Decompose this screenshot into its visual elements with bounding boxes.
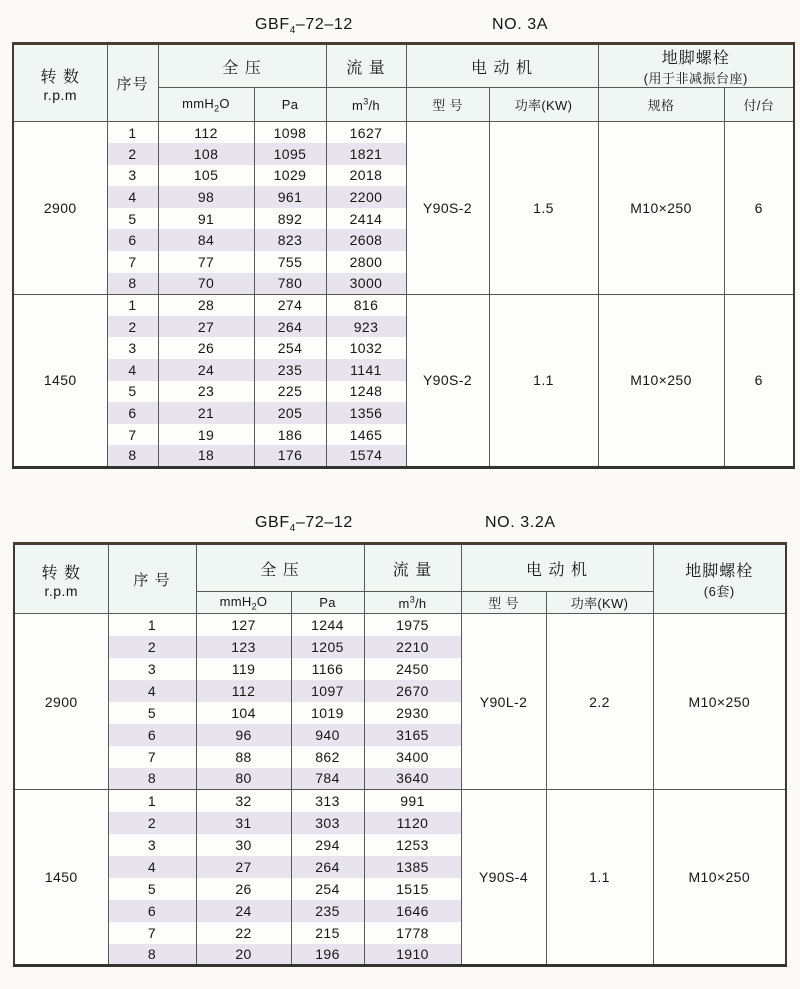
cell-pressure-mmh2o: 24 — [196, 900, 291, 922]
header-bolt-sets: 付/台 — [724, 88, 794, 122]
cell-pressure-mmh2o: 26 — [196, 878, 291, 900]
unit-sub: 2 — [214, 103, 220, 114]
cell-seq: 2 — [108, 812, 196, 834]
header-rpm-cn: 转 数 — [40, 68, 80, 86]
header-anchor-bolt-note: (用于非减振台座) — [643, 71, 748, 86]
header-rpm — [13, 44, 107, 122]
cell-seq: 8 — [107, 445, 158, 467]
unit-post: /h — [368, 97, 380, 113]
cell-seq: 4 — [108, 856, 196, 878]
cell-flow: 1120 — [364, 812, 461, 834]
header-unit-m3h — [326, 88, 406, 122]
cell-pressure-pa: 1205 — [291, 636, 364, 658]
cell-seq: 6 — [108, 900, 196, 922]
cell-flow: 1141 — [326, 359, 406, 381]
cell-flow: 1032 — [326, 337, 406, 359]
header-rpm-lines — [15, 560, 108, 599]
header-unit-mmh2o — [158, 88, 254, 122]
cell-seq: 2 — [107, 316, 158, 338]
cell-flow: 1910 — [364, 944, 461, 966]
cell-pressure-mmh2o: 119 — [196, 658, 291, 680]
cell-pressure-mmh2o: 96 — [196, 724, 291, 746]
header-unit-pa: Pa — [254, 88, 326, 122]
unit-mmh2o — [182, 95, 230, 114]
cell-bolt-sets: 6 — [724, 294, 794, 467]
cell-flow: 3400 — [364, 746, 461, 768]
cell-motor-power: 2.2 — [546, 614, 653, 790]
cell-seq: 5 — [107, 381, 158, 403]
cell-bolt-spec: M10×250 — [598, 122, 724, 295]
cell-seq: 8 — [108, 944, 196, 966]
header-anchor-bolt — [653, 544, 786, 614]
cell-pressure-pa: 254 — [291, 878, 364, 900]
header-rpm-cn: 转 数 — [41, 564, 81, 582]
header-row-groups — [14, 544, 786, 592]
header-rpm-en: r.p.m — [43, 86, 78, 103]
header-seq: 序 号 — [108, 544, 196, 614]
cell-motor-power: 1.1 — [546, 790, 653, 966]
cell-pressure-mmh2o: 27 — [158, 316, 254, 338]
cell-flow: 1253 — [364, 834, 461, 856]
cell-pressure-pa: 1244 — [291, 614, 364, 636]
cell-flow: 2930 — [364, 702, 461, 724]
cell-pressure-pa: 274 — [254, 294, 326, 316]
cell-pressure-mmh2o: 28 — [158, 294, 254, 316]
header-unit-mmh2o — [196, 592, 291, 614]
unit-sub: 2 — [251, 601, 257, 612]
cell-seq: 4 — [107, 186, 158, 208]
cell-pressure-pa: 205 — [254, 402, 326, 424]
header-anchor-bolt — [598, 44, 794, 88]
cell-pressure-mmh2o: 24 — [158, 359, 254, 381]
cell-pressure-mmh2o: 98 — [158, 186, 254, 208]
cell-seq: 6 — [107, 229, 158, 251]
cell-pressure-mmh2o: 91 — [158, 208, 254, 230]
cell-flow: 2608 — [326, 229, 406, 251]
unit-sup: 3 — [363, 96, 369, 107]
header-rpm-en: r.p.m — [44, 582, 79, 599]
model-suffix: –72–12 — [295, 16, 353, 33]
table-row — [13, 294, 794, 316]
header-motor-model: 型 号 — [461, 592, 546, 614]
cell-flow: 2450 — [364, 658, 461, 680]
cell-pressure-mmh2o: 70 — [158, 273, 254, 295]
cell-seq: 6 — [107, 402, 158, 424]
cell-seq: 7 — [107, 424, 158, 446]
cell-flow: 1515 — [364, 878, 461, 900]
model-prefix: GBF — [255, 16, 290, 33]
cell-pressure-mmh2o: 21 — [158, 402, 254, 424]
cell-flow: 1778 — [364, 922, 461, 944]
cell-pressure-pa: 254 — [254, 337, 326, 359]
unit-m3h — [399, 596, 427, 611]
header-unit-pa: Pa — [291, 592, 364, 614]
cell-flow: 2210 — [364, 636, 461, 658]
spec-table-no32a — [13, 542, 787, 967]
cell-rpm: 2900 — [13, 122, 107, 295]
unit-post: O — [219, 95, 230, 111]
cell-pressure-pa: 303 — [291, 812, 364, 834]
cell-seq: 4 — [108, 680, 196, 702]
table1-number: NO. 3A — [492, 16, 549, 33]
cell-pressure-mmh2o: 84 — [158, 229, 254, 251]
cell-pressure-mmh2o: 112 — [158, 122, 254, 144]
table1-model-code — [255, 16, 353, 36]
cell-pressure-pa: 313 — [291, 790, 364, 812]
cell-flow: 2670 — [364, 680, 461, 702]
cell-bolt-spec: M10×250 — [598, 294, 724, 467]
cell-seq: 5 — [108, 878, 196, 900]
cell-pressure-pa: 225 — [254, 381, 326, 403]
unit-pre: m — [398, 595, 410, 611]
header-rpm-lines — [14, 64, 107, 103]
cell-flow: 1975 — [364, 614, 461, 636]
cell-flow: 923 — [326, 316, 406, 338]
cell-pressure-mmh2o: 18 — [158, 445, 254, 467]
cell-flow: 1627 — [326, 122, 406, 144]
cell-seq: 5 — [108, 702, 196, 724]
unit-pre: m — [352, 97, 364, 113]
header-anchor-bolt-lines — [599, 45, 794, 87]
cell-motor-power: 1.1 — [489, 294, 598, 467]
cell-seq: 2 — [107, 143, 158, 165]
table-row — [13, 122, 794, 144]
cell-flow: 1248 — [326, 381, 406, 403]
cell-pressure-pa: 235 — [254, 359, 326, 381]
cell-pressure-mmh2o: 19 — [158, 424, 254, 446]
cell-motor-model: Y90S-4 — [461, 790, 546, 966]
unit-pre: mmH — [219, 593, 252, 609]
header-anchor-bolt-lines — [654, 558, 786, 600]
cell-seq: 3 — [107, 337, 158, 359]
cell-flow: 1821 — [326, 143, 406, 165]
cell-pressure-mmh2o: 77 — [158, 251, 254, 273]
cell-pressure-pa: 892 — [254, 208, 326, 230]
cell-pressure-mmh2o: 32 — [196, 790, 291, 812]
header-anchor-bolt-title: 地脚螺栓 — [661, 50, 730, 67]
cell-seq: 5 — [107, 208, 158, 230]
cell-rpm: 2900 — [14, 614, 108, 790]
cell-rpm: 1450 — [14, 790, 108, 966]
cell-seq: 7 — [108, 746, 196, 768]
cell-flow: 1356 — [326, 402, 406, 424]
header-row-groups — [13, 44, 794, 88]
cell-flow: 3165 — [364, 724, 461, 746]
cell-motor-model: Y90S-2 — [406, 294, 489, 467]
cell-motor-model: Y90L-2 — [461, 614, 546, 790]
header-anchor-bolt-title: 地脚螺栓 — [685, 563, 754, 580]
cell-pressure-mmh2o: 27 — [196, 856, 291, 878]
cell-seq: 3 — [108, 834, 196, 856]
header-seq: 序号 — [107, 44, 158, 122]
cell-seq: 7 — [107, 251, 158, 273]
cell-pressure-pa: 215 — [291, 922, 364, 944]
cell-seq: 8 — [107, 273, 158, 295]
cell-seq: 2 — [108, 636, 196, 658]
cell-motor-model: Y90S-2 — [406, 122, 489, 295]
cell-seq: 8 — [108, 768, 196, 790]
unit-post: O — [256, 593, 268, 609]
model-subscript: 4 — [289, 25, 296, 37]
cell-pressure-pa: 961 — [254, 186, 326, 208]
cell-pressure-mmh2o: 31 — [196, 812, 291, 834]
table-row — [14, 790, 786, 812]
cell-flow: 1646 — [364, 900, 461, 922]
spec-table-no3a — [12, 42, 795, 469]
cell-pressure-mmh2o: 123 — [196, 636, 291, 658]
header-anchor-bolt-note: (6套) — [703, 584, 735, 599]
header-motor-power: 功率(KW) — [546, 592, 653, 614]
header-flow: 流 量 — [364, 544, 461, 592]
cell-flow: 1465 — [326, 424, 406, 446]
cell-pressure-pa: 264 — [254, 316, 326, 338]
cell-flow: 2800 — [326, 251, 406, 273]
cell-pressure-mmh2o: 104 — [196, 702, 291, 724]
cell-bolt-spec: M10×250 — [653, 614, 786, 790]
cell-bolt-sets: 6 — [724, 122, 794, 295]
cell-seq: 7 — [108, 922, 196, 944]
unit-m3h — [352, 98, 380, 113]
header-motor-model: 型 号 — [406, 88, 489, 122]
cell-pressure-mmh2o: 23 — [158, 381, 254, 403]
cell-pressure-mmh2o: 22 — [196, 922, 291, 944]
header-bolt-spec: 规格 — [598, 88, 724, 122]
cell-seq: 1 — [107, 294, 158, 316]
cell-pressure-mmh2o: 30 — [196, 834, 291, 856]
cell-pressure-pa: 1166 — [291, 658, 364, 680]
cell-seq: 1 — [108, 790, 196, 812]
cell-flow: 1574 — [326, 445, 406, 467]
header-motor-power: 功率(KW) — [489, 88, 598, 122]
cell-pressure-pa: 755 — [254, 251, 326, 273]
cell-pressure-pa: 1019 — [291, 702, 364, 724]
cell-flow: 3640 — [364, 768, 461, 790]
cell-pressure-mmh2o: 26 — [158, 337, 254, 359]
cell-pressure-pa: 186 — [254, 424, 326, 446]
cell-flow: 2018 — [326, 165, 406, 187]
unit-mmh2o — [219, 593, 268, 612]
cell-pressure-pa: 235 — [291, 900, 364, 922]
table2-model-code — [255, 514, 353, 534]
cell-seq: 3 — [107, 165, 158, 187]
cell-pressure-pa: 294 — [291, 834, 364, 856]
unit-post: /h — [415, 595, 427, 611]
unit-pre: mmH — [182, 95, 215, 111]
cell-pressure-pa: 1095 — [254, 143, 326, 165]
header-total-pressure: 全 压 — [158, 44, 326, 88]
header-motor: 电 动 机 — [406, 44, 598, 88]
cell-pressure-pa: 264 — [291, 856, 364, 878]
cell-seq: 4 — [107, 359, 158, 381]
cell-pressure-pa: 1098 — [254, 122, 326, 144]
cell-pressure-pa: 940 — [291, 724, 364, 746]
cell-pressure-mmh2o: 80 — [196, 768, 291, 790]
cell-flow: 3000 — [326, 273, 406, 295]
header-total-pressure: 全 压 — [196, 544, 364, 592]
cell-pressure-pa: 196 — [291, 944, 364, 966]
cell-pressure-mmh2o: 108 — [158, 143, 254, 165]
cell-flow: 991 — [364, 790, 461, 812]
fan-spec-table — [13, 542, 787, 967]
fan-spec-table — [12, 42, 795, 469]
header-motor: 电 动 机 — [461, 544, 653, 592]
cell-pressure-mmh2o: 127 — [196, 614, 291, 636]
unit-sup: 3 — [409, 594, 415, 605]
cell-flow: 2414 — [326, 208, 406, 230]
cell-pressure-pa: 780 — [254, 273, 326, 295]
cell-pressure-pa: 1029 — [254, 165, 326, 187]
cell-pressure-pa: 1097 — [291, 680, 364, 702]
model-suffix: –72–12 — [295, 514, 353, 531]
cell-motor-power: 1.5 — [489, 122, 598, 295]
cell-pressure-pa: 823 — [254, 229, 326, 251]
model-subscript: 4 — [289, 523, 296, 535]
cell-seq: 1 — [107, 122, 158, 144]
cell-flow: 2200 — [326, 186, 406, 208]
table2-number: NO. 3.2A — [485, 514, 556, 531]
cell-seq: 1 — [108, 614, 196, 636]
cell-pressure-mmh2o: 88 — [196, 746, 291, 768]
cell-pressure-mmh2o: 20 — [196, 944, 291, 966]
cell-pressure-mmh2o: 112 — [196, 680, 291, 702]
cell-pressure-mmh2o: 105 — [158, 165, 254, 187]
cell-seq: 3 — [108, 658, 196, 680]
header-flow: 流 量 — [326, 44, 406, 88]
cell-rpm: 1450 — [13, 294, 107, 467]
cell-seq: 6 — [108, 724, 196, 746]
cell-bolt-spec: M10×250 — [653, 790, 786, 966]
table-row — [14, 614, 786, 636]
cell-pressure-pa: 176 — [254, 445, 326, 467]
header-unit-m3h — [364, 592, 461, 614]
cell-flow: 816 — [326, 294, 406, 316]
cell-pressure-pa: 784 — [291, 768, 364, 790]
model-prefix: GBF — [255, 514, 290, 531]
header-rpm — [14, 544, 108, 614]
cell-flow: 1385 — [364, 856, 461, 878]
cell-pressure-pa: 862 — [291, 746, 364, 768]
